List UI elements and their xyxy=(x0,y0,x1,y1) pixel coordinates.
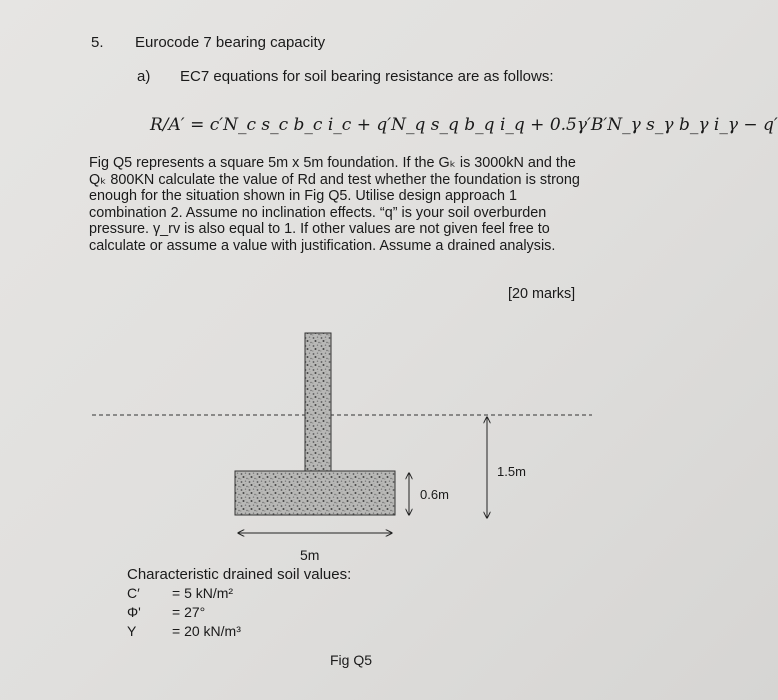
footing-thickness-label: 0.6m xyxy=(420,487,449,502)
paragraph-line: enough for the situation shown in Fig Q5. Utilise design approach 1 xyxy=(89,188,517,204)
question-number: 5. xyxy=(91,34,104,51)
paragraph-line: Fig Q5 represents a square 5m x 5m foundation. If the Gₖ is 3000kN and the xyxy=(89,155,576,171)
width-label: 5m xyxy=(300,547,320,563)
soil-value-phi: = 27° xyxy=(172,604,206,620)
soil-symbol-c: C′ xyxy=(127,585,140,601)
question-title: Eurocode 7 bearing capacity xyxy=(135,34,326,51)
paragraph-line: calculate or assume a value with justification. Assume a drained analysis. xyxy=(89,237,556,254)
footing xyxy=(235,471,395,515)
soil-symbol-gamma: Y xyxy=(127,623,137,639)
depth-label: 1.5m xyxy=(497,464,526,479)
soil-values-title: Characteristic drained soil values: xyxy=(127,566,352,583)
bearing-equation: R/A′ = c′N_c s_c b_c i_c + q′N_q s_q b_q i_q + 0.5γ′B′N_γ s_γ b_γ i_γ − q′ xyxy=(150,115,778,135)
column xyxy=(305,333,331,471)
soil-value-gamma: = 20 kN/m³ xyxy=(172,623,241,639)
part-text: EC7 equations for soil bearing resistance are as follows: xyxy=(180,68,554,85)
paragraph-line: pressure. γ_rv is also equal to 1. If other values are not given feel free to xyxy=(89,221,550,237)
figure-caption: Fig Q5 xyxy=(330,652,373,668)
soil-symbol-phi: Φ' xyxy=(127,604,141,620)
paragraph-line: combination 2. Assume no inclination effects. “q” is your soil overburden xyxy=(89,204,547,221)
marks-label: [20 marks] xyxy=(508,286,576,302)
paragraph-line: Qₖ 800KN calculate the value of Rd and test whether the foundation is strong xyxy=(89,171,580,188)
part-label: a) xyxy=(137,68,151,85)
soil-value-c: = 5 kN/m² xyxy=(172,585,234,601)
